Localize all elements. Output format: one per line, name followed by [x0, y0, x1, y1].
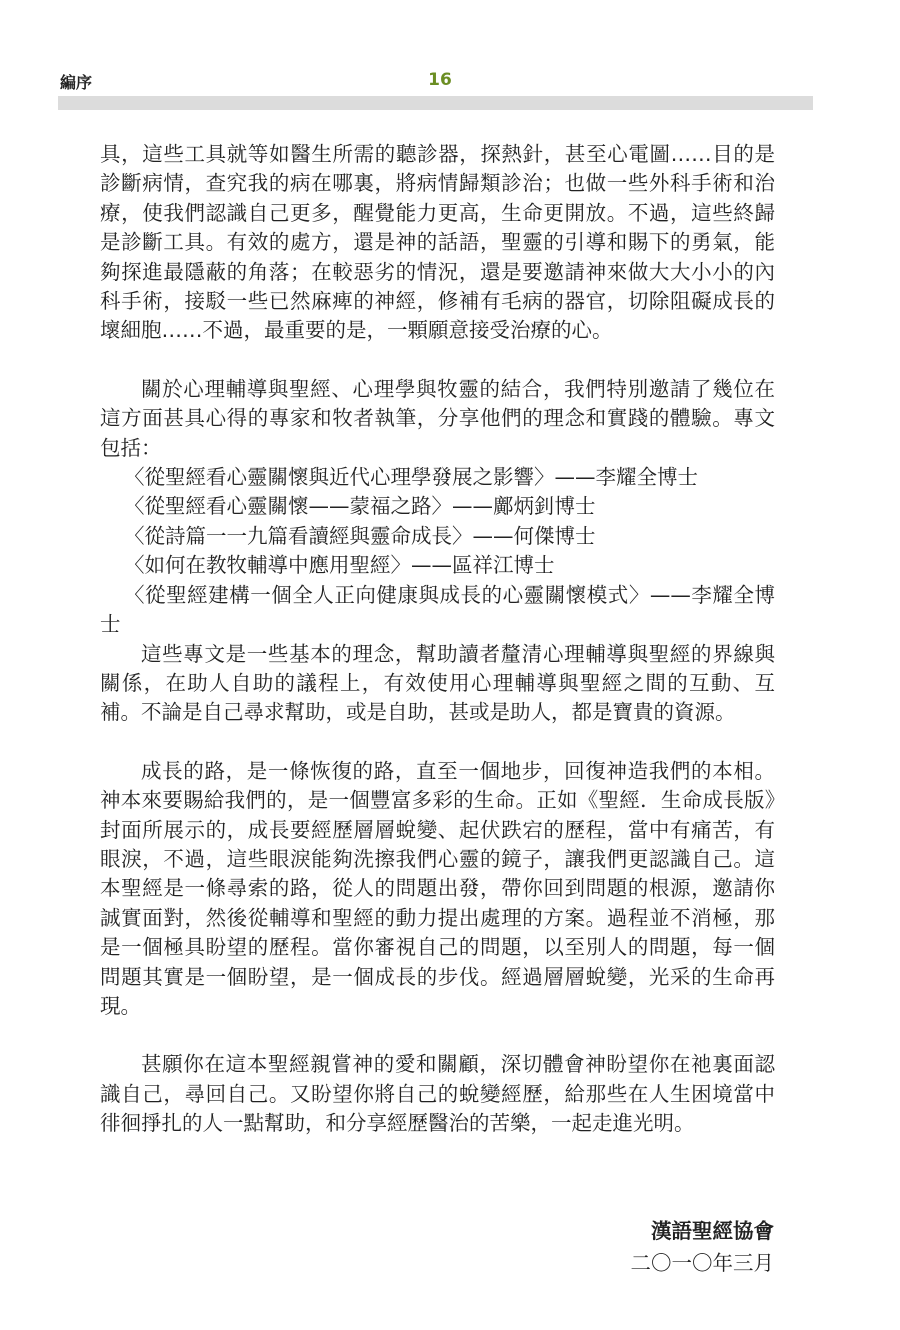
- signature-organization: 漢語聖經協會: [651, 1219, 774, 1243]
- signature-date: 二〇一〇年三月: [630, 1251, 774, 1275]
- article-title-4: 〈如何在教牧輔導中應用聖經〉——區祥江博士: [124, 553, 555, 578]
- paragraph-gap: [100, 1021, 775, 1050]
- header-divider-bar: [58, 96, 813, 110]
- article-title-3: 〈從詩篇一一九篇看讀經與靈命成長〉——何傑博士: [124, 523, 596, 548]
- article-title-5: 〈從聖經建構一個全人正向健康與成長的心靈關懷模式〉——李耀全博士: [100, 582, 775, 637]
- article-title-1: 〈從聖經看心靈關懷與近代心理學發展之影響〉——李耀全博士: [124, 465, 698, 490]
- paragraph-1: 具，這些工具就等如醫生所需的聽診器，探熱針，甚至心電圖……目的是診斷病情，查究我的病在哪裏，將病情歸類診治；也做一些外科手術和治療，使我們認識自己更多，醒覺能力更高，生命更開放。不過，這些終歸是診斷工具。有效的處方，還是神的話語，聖靈的引導和賜下的勇氣，能夠探進最隱蔽的角落；在較惡劣的情況，還是要邀請神來做大大小小的內科手術，接駁一些已然麻痺的神經，修補有毛病的器官，切除阻礙成長的壞細胞……不過，最重要的是，一顆願意接受治療的心。: [100, 142, 775, 343]
- signature-block: [631, 1215, 775, 1279]
- article-title-2: 〈從聖經看心靈關懷——蒙福之路〉——鄺炳釗博士: [124, 494, 596, 519]
- body-text: [100, 140, 775, 1139]
- paragraph-4: 成長的路，是一條恢復的路，直至一個地步，回復神造我們的本相。神本來要賜給我們的，是一個豐富多彩的生命。正如《聖經．生命成長版》封面所展示的，成長要經歷層層蛻變、起伏跌宕的歷程，當中有痛苦，有眼淚，不過，這些眼淚能夠洗擦我們心靈的鏡子，讓我們更認識自己。這本聖經是一條尋索的路，從人的問題出發，帶你回到問題的根源，邀請你誠實面對，然後從輔導和聖經的動力提出處理的方案。過程並不消極，那是一個極具盼望的歷程。當你審視自己的問題，以至別人的問題，每一個問題其實是一個盼望，是一個成長的步伐。經過層層蛻變，光采的生命再現。: [100, 758, 775, 1018]
- paragraph-3: 這些專文是一些基本的理念，幫助讀者釐清心理輔導與聖經的界線與關係，在助人自助的議程上，有效使用心理輔導與聖經之間的互動、互補。不論是自己尋求幫助，或是自助，甚或是助人，都是寶貴的資源。: [100, 641, 775, 725]
- page-number: 16: [428, 70, 452, 90]
- paragraph-gap: [100, 346, 775, 375]
- section-title: 編序: [60, 73, 93, 92]
- paragraph-gap: [100, 728, 775, 757]
- paragraph-5: 甚願你在這本聖經親嘗神的愛和關顧，深切體會神盼望你在祂裏面認識自己，尋回自己。又盼望你將自己的蛻變經歷，給那些在人生困境當中徘徊掙扎的人一點幫助，和分享經歷醫治的苦樂，一起走進光明。: [100, 1052, 775, 1136]
- paragraph-2: 關於心理輔導與聖經、心理學與牧靈的結合，我們特別邀請了幾位在這方面甚具心得的專家和牧者執筆，分享他們的理念和實踐的體驗。專文包括：: [100, 376, 775, 460]
